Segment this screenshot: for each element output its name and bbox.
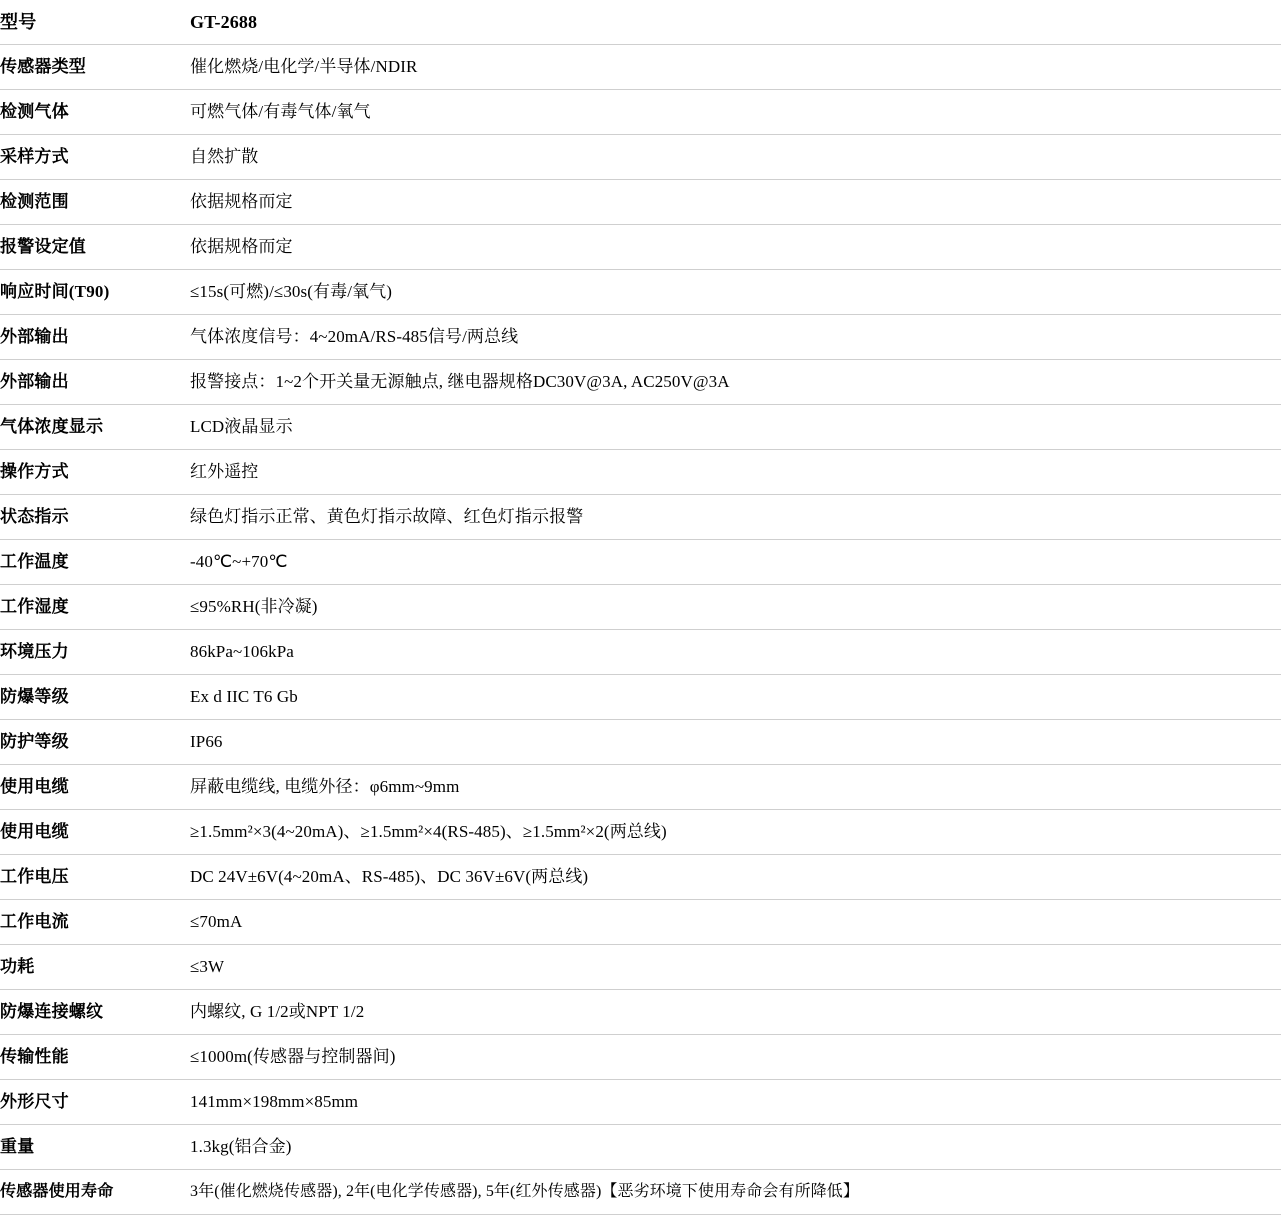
spec-value: ≤95%RH(非冷凝) — [190, 596, 318, 616]
spec-label: 报警设定值 — [0, 236, 86, 256]
table-row — [0, 900, 1281, 945]
table-row — [0, 405, 1281, 450]
table-row — [0, 495, 1281, 540]
spec-label: 气体浓度显示 — [0, 416, 104, 436]
spec-label: 环境压力 — [0, 641, 69, 661]
table-row — [0, 765, 1281, 810]
table-row — [0, 585, 1281, 630]
table-row — [0, 675, 1281, 720]
spec-label: 传感器类型 — [0, 56, 86, 76]
table-row — [0, 990, 1281, 1035]
spec-label: 重量 — [0, 1136, 35, 1156]
spec-value: ≤3W — [190, 956, 225, 976]
spec-value: ≥1.5mm²×3(4~20mA)、≥1.5mm²×4(RS-485)、≥1.5mm²×2(两总线) — [190, 821, 667, 841]
table-row — [0, 1035, 1281, 1080]
spec-label: 防爆连接螺纹 — [0, 1001, 104, 1021]
table-row — [0, 1125, 1281, 1170]
spec-value: 气体浓度信号：4~20mA/RS-485信号/两总线 — [190, 326, 519, 346]
spec-label: 使用电缆 — [0, 776, 69, 796]
spec-value: IP66 — [190, 731, 223, 751]
spec-label: 工作电流 — [0, 911, 69, 931]
spec-label: 外部输出 — [0, 326, 69, 346]
spec-label: 检测气体 — [0, 101, 69, 121]
spec-label: 防爆等级 — [0, 686, 69, 706]
table-row — [0, 945, 1281, 990]
spec-value: 屏蔽电缆线, 电缆外径：φ6mm~9mm — [190, 776, 460, 796]
table-row — [0, 135, 1281, 180]
spec-label: 状态指示 — [0, 506, 69, 526]
table-row — [0, 45, 1281, 90]
spec-label: 检测范围 — [0, 191, 69, 211]
spec-label: 传输性能 — [0, 1046, 69, 1066]
spec-label: 工作温度 — [0, 551, 69, 571]
spec-label: 传感器使用寿命 — [0, 1183, 114, 1201]
table-row — [0, 360, 1281, 405]
spec-label: 操作方式 — [0, 461, 69, 481]
table-row — [0, 315, 1281, 360]
table-row — [0, 450, 1281, 495]
spec-label: 采样方式 — [0, 146, 69, 166]
spec-value: 86kPa~106kPa — [190, 641, 294, 661]
spec-value: 报警接点：1~2个开关量无源触点, 继电器规格DC30V@3A, AC250V@3A — [190, 371, 730, 391]
table-row — [0, 1080, 1281, 1125]
spec-value: -40℃~+70℃ — [190, 551, 288, 571]
table-row — [0, 630, 1281, 675]
table-row — [0, 540, 1281, 585]
spec-label: 响应时间(T90) — [0, 281, 110, 301]
spec-value: 1.3kg(铝合金) — [190, 1136, 292, 1156]
spec-value: 141mm×198mm×85mm — [190, 1091, 359, 1111]
spec-label: 外部输出 — [0, 371, 69, 391]
spec-value: 依据规格而定 — [190, 191, 293, 211]
spec-value: 内螺纹, G 1/2或NPT 1/2 — [190, 1001, 365, 1021]
spec-value: Ex d IIC T6 Gb — [190, 686, 298, 706]
spec-label: 型号 — [0, 11, 37, 32]
table-row — [0, 180, 1281, 225]
spec-label: 防护等级 — [0, 731, 69, 751]
spec-value: DC 24V±6V(4~20mA、RS-485)、DC 36V±6V(两总线) — [190, 866, 589, 886]
spec-label: 使用电缆 — [0, 821, 69, 841]
spec-label: 工作电压 — [0, 866, 69, 886]
table-row — [0, 0, 1281, 45]
spec-value: ≤70mA — [190, 911, 243, 931]
table-row — [0, 720, 1281, 765]
spec-value: 依据规格而定 — [190, 236, 293, 256]
spec-value: ≤1000m(传感器与控制器间) — [190, 1046, 396, 1066]
spec-value: 绿色灯指示正常、黄色灯指示故障、红色灯指示报警 — [190, 506, 584, 526]
table-row — [0, 270, 1281, 315]
spec-label: 工作湿度 — [0, 596, 69, 616]
table-row — [0, 810, 1281, 855]
spec-value: 自然扩散 — [190, 146, 259, 166]
table-row — [0, 90, 1281, 135]
spec-label: 功耗 — [0, 956, 35, 976]
spec-value: GT-2688 — [190, 11, 258, 32]
spec-value: 催化燃烧/电化学/半导体/NDIR — [190, 56, 418, 76]
table-row — [0, 225, 1281, 270]
spec-value: LCD液晶显示 — [190, 416, 293, 436]
spec-value: ≤15s(可燃)/≤30s(有毒/氧气) — [190, 281, 392, 301]
table-row — [0, 1170, 1281, 1215]
spec-value: 红外遥控 — [190, 461, 259, 481]
spec-value: 可燃气体/有毒气体/氧气 — [190, 101, 371, 121]
table-row — [0, 855, 1281, 900]
spec-value: 3年(催化燃烧传感器), 2年(电化学传感器), 5年(红外传感器)【恶劣环境下使用寿命会有所降低】 — [190, 1183, 859, 1201]
spec-label: 外形尺寸 — [0, 1091, 69, 1111]
